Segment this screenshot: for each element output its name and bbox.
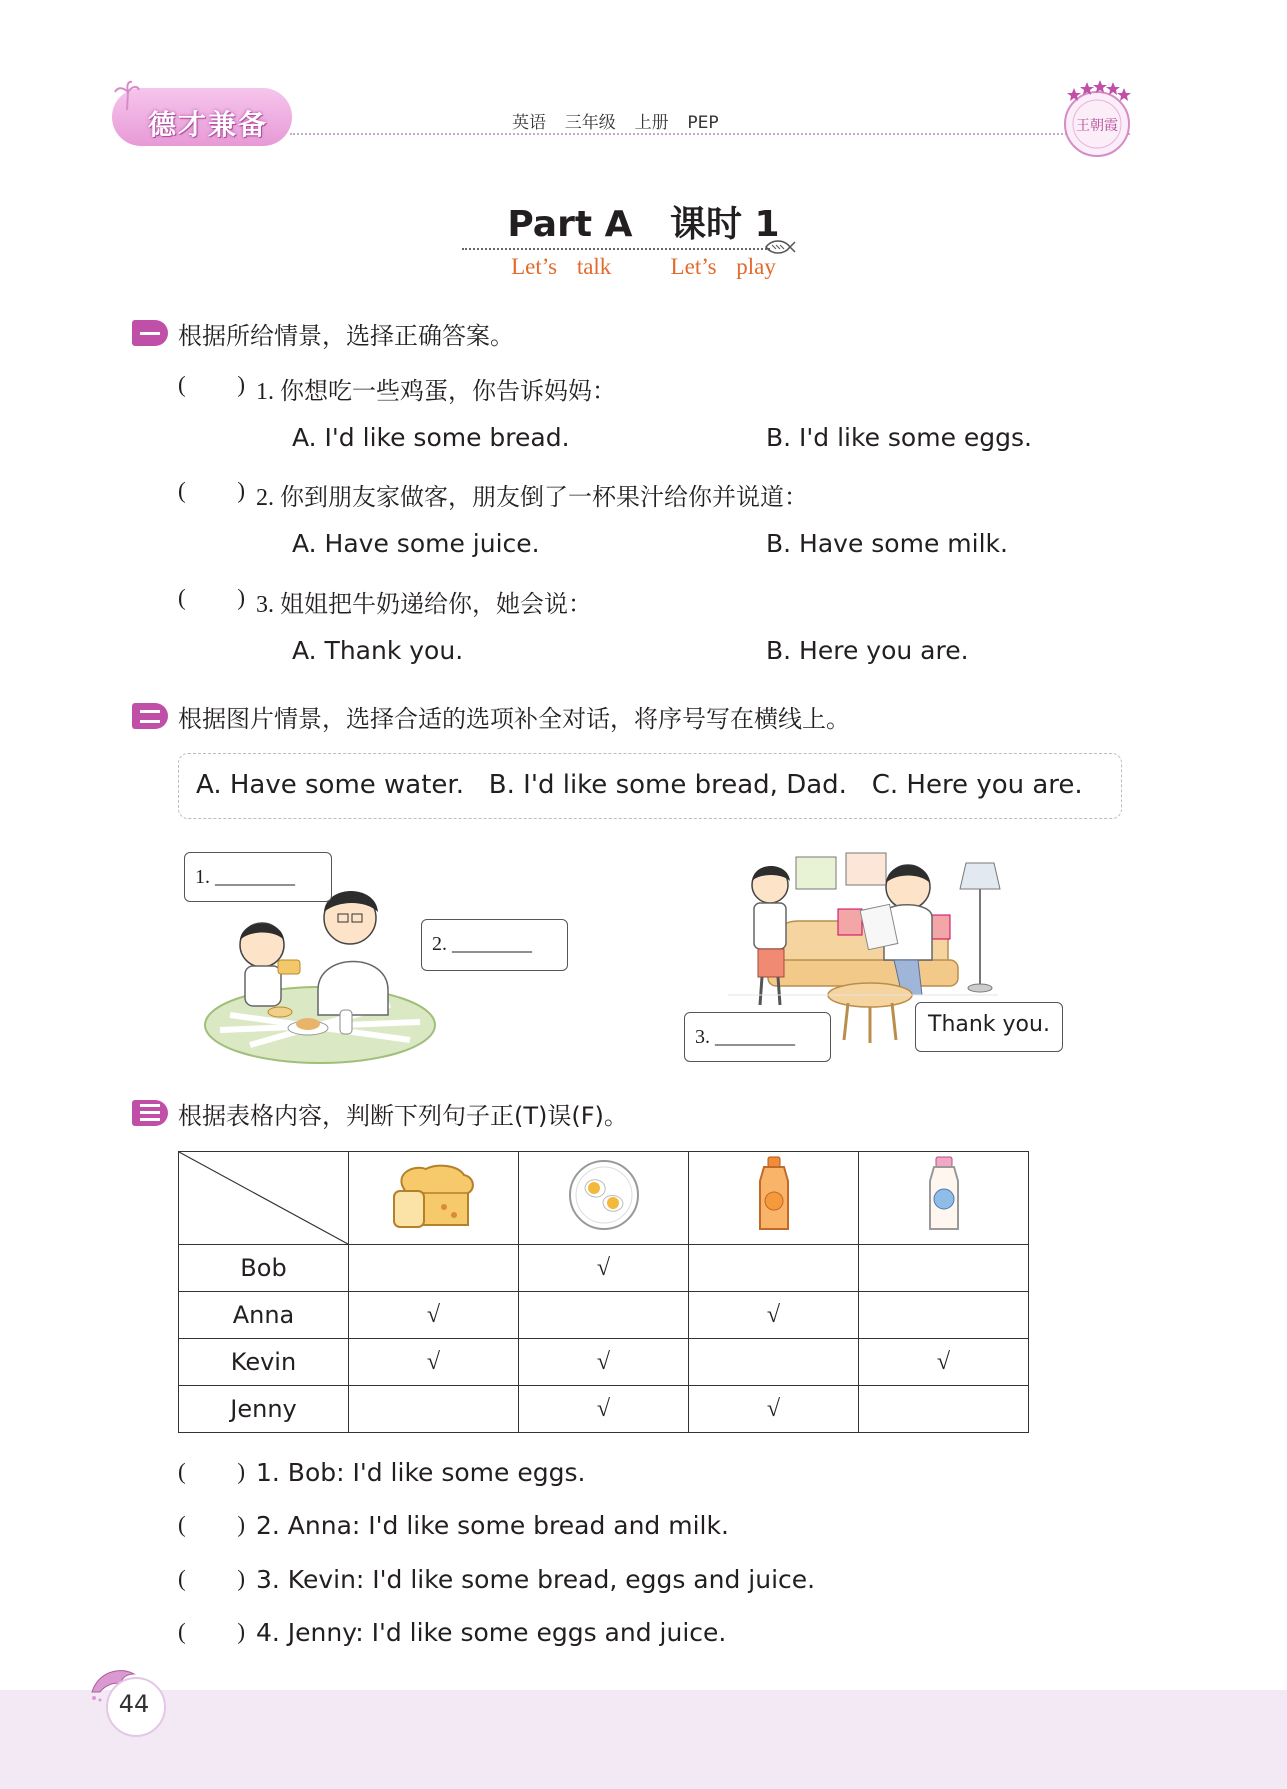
answer-blank[interactable]: ( ) [178, 372, 246, 397]
header-divider [290, 133, 1130, 135]
option-a: A. I'd like some bread. [292, 423, 570, 452]
diagonal-line [179, 1152, 348, 1244]
option-b: B. Have some milk. [766, 529, 1008, 558]
option-b: B. I'd like some eggs. [766, 423, 1033, 452]
options-list: A. Have some water. B. I'd like some bread, Dad. C. Here you are. [196, 770, 1083, 800]
eggs-column-header [519, 1152, 689, 1245]
title-underline [462, 248, 770, 250]
table-row [179, 1245, 1029, 1292]
section-three-title: 根据表格内容，判断下列句子正(T)误(F)。 [178, 1102, 628, 1130]
check-cell: √ [689, 1292, 859, 1339]
check-cell [859, 1292, 1029, 1339]
answer-blank[interactable]: ( ) [178, 478, 246, 503]
seal-text: 王朝霞 [1076, 118, 1118, 134]
table-row [179, 1339, 1029, 1386]
table-header-row [179, 1152, 1029, 1245]
check-cell: √ [349, 1292, 519, 1339]
answer-blank[interactable]: ( ) [178, 1459, 246, 1484]
check-cell [349, 1245, 519, 1292]
option-a: A. Thank you. [292, 636, 464, 665]
check-cell [349, 1386, 519, 1433]
check-cell: √ [519, 1339, 689, 1386]
question-prompt: 3. 姐姐把牛奶递给你，她会说： [256, 592, 592, 618]
juice-icon [744, 1155, 804, 1235]
answer-blank[interactable]: ( ) [178, 1619, 246, 1644]
brand-logo-text: 德才兼备 [148, 108, 269, 141]
blank-3[interactable]: 3. ________ [695, 1026, 795, 1048]
answer-blank[interactable]: ( ) [178, 1512, 246, 1537]
statement: 3. Kevin: I'd like some bread, eggs and juice. [256, 1565, 816, 1594]
bread-icon [384, 1155, 484, 1235]
check-cell: √ [859, 1339, 1029, 1386]
milk-column-header [859, 1152, 1029, 1245]
section-three-badge [132, 1100, 168, 1126]
food-preference-table [178, 1151, 1029, 1433]
page-number: 44 [118, 1690, 150, 1718]
section-two-badge [132, 703, 168, 729]
blank-1[interactable]: 1. ________ [195, 866, 295, 888]
question-prompt: 2. 你到朋友家做客，朋友倒了一杯果汁给你并说道： [256, 485, 808, 511]
statement: 2. Anna: I'd like some bread and milk. [256, 1511, 729, 1540]
row-name: Jenny [179, 1386, 349, 1433]
footer-band [0, 1690, 1287, 1789]
question-prompt: 1. 你想吃一些鸡蛋，你告诉妈妈： [256, 379, 616, 405]
page-title: Part A 课时 1 [507, 204, 780, 245]
check-cell [859, 1386, 1029, 1433]
check-cell: √ [519, 1386, 689, 1433]
row-name: Bob [179, 1245, 349, 1292]
corner-cell [179, 1152, 349, 1245]
table-row [179, 1386, 1029, 1433]
row-name: Anna [179, 1292, 349, 1339]
statement: 1. Bob: I'd like some eggs. [256, 1458, 586, 1487]
check-cell [859, 1245, 1029, 1292]
row-name: Kevin [179, 1339, 349, 1386]
check-cell: √ [349, 1339, 519, 1386]
milk-icon [914, 1155, 974, 1235]
section-one-title: 根据所给情景，选择正确答案。 [178, 322, 514, 350]
table-row [179, 1292, 1029, 1339]
option-a: A. Have some juice. [292, 529, 540, 558]
statement: 4. Jenny: I'd like some eggs and juice. [256, 1618, 727, 1647]
check-cell: √ [519, 1245, 689, 1292]
check-cell [689, 1245, 859, 1292]
section-one-badge [132, 320, 168, 346]
section-two-title: 根据图片情景，选择合适的选项补全对话，将序号写在横线上。 [178, 705, 850, 733]
juice-column-header [689, 1152, 859, 1245]
thank-you-text: Thank you. [928, 1012, 1050, 1037]
subject-info: 英语 三年级 上册 PEP [512, 113, 719, 133]
option-b: B. Here you are. [766, 636, 969, 665]
check-cell: √ [689, 1386, 859, 1433]
check-cell [689, 1339, 859, 1386]
palm-tree-icon [114, 80, 140, 110]
publisher-seal-icon [1060, 78, 1134, 164]
check-cell [519, 1292, 689, 1339]
blank-2[interactable]: 2. ________ [432, 933, 532, 955]
answer-blank[interactable]: ( ) [178, 585, 246, 610]
answer-blank[interactable]: ( ) [178, 1566, 246, 1591]
lesson-subtitle: Let’s talk Let’s play [511, 254, 776, 279]
bread-column-header [349, 1152, 519, 1245]
eggs-icon [559, 1155, 649, 1235]
